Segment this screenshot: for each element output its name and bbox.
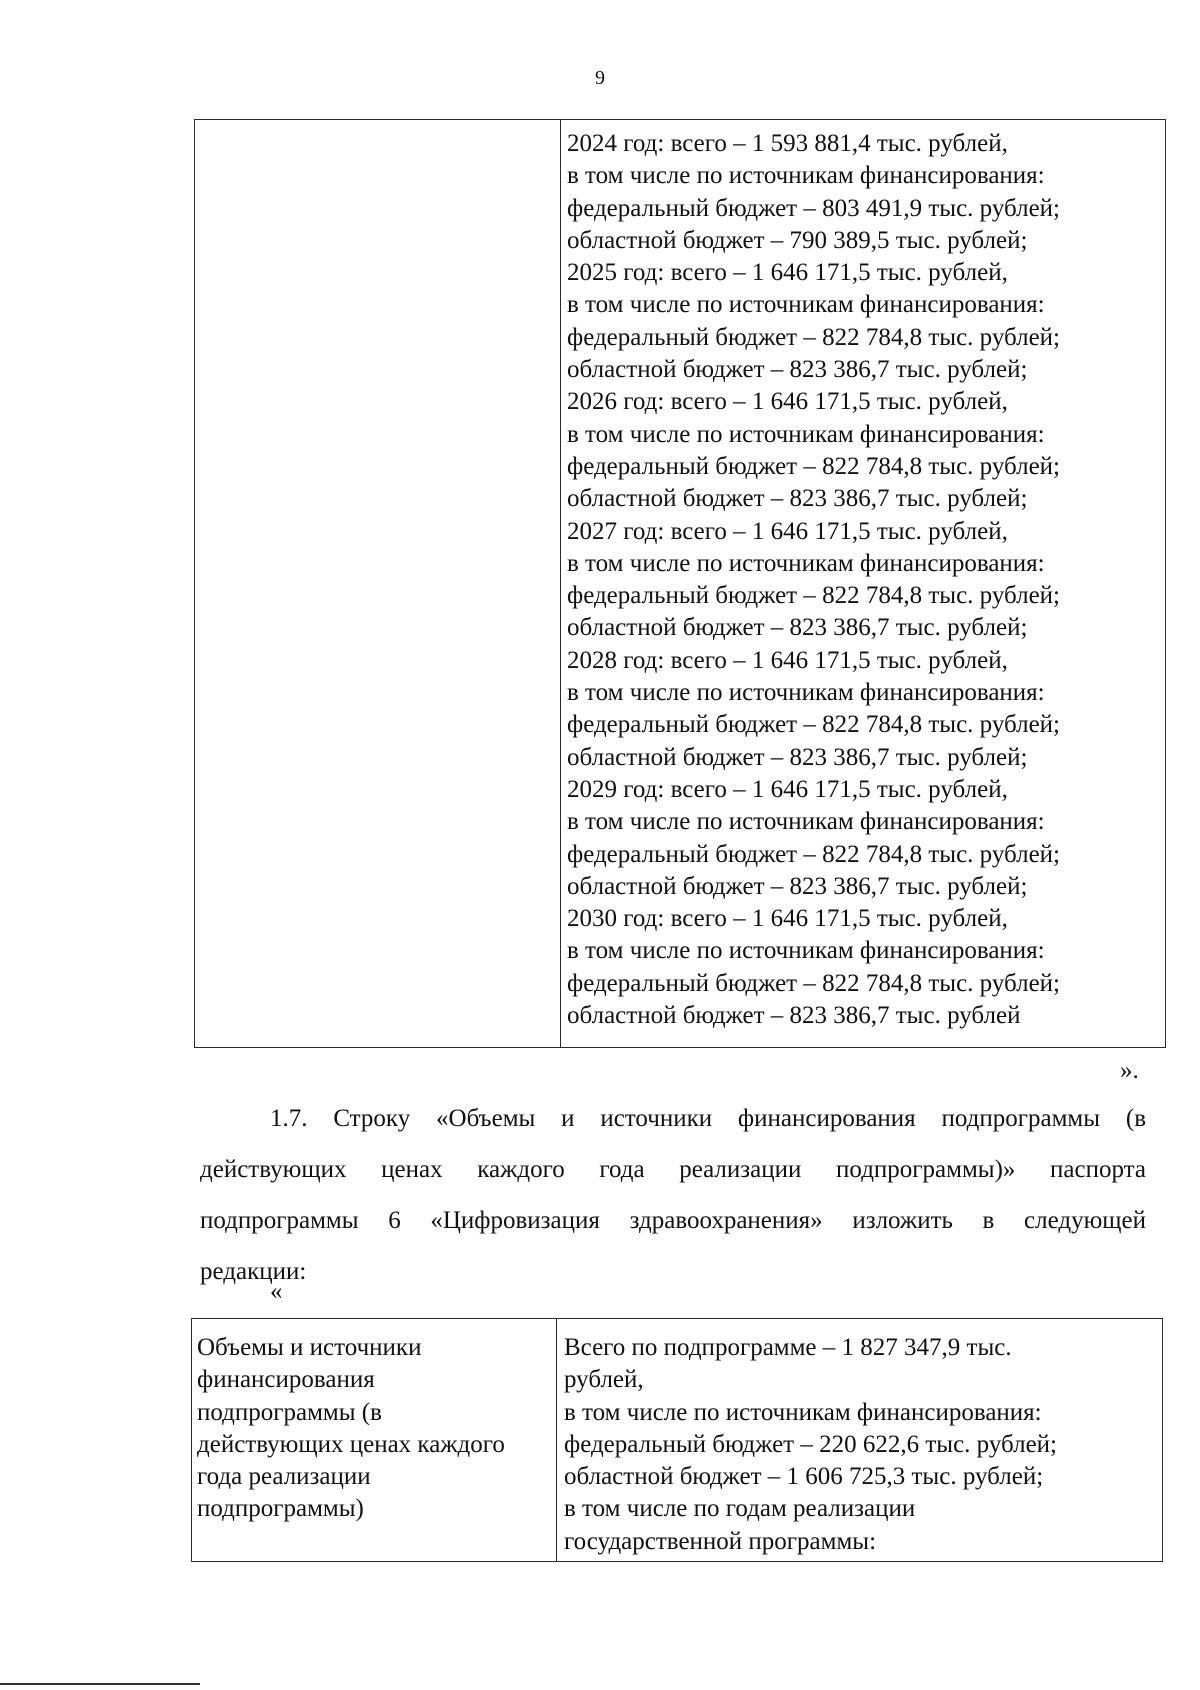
financing-table-continuation [194, 119, 1166, 1048]
table1-line: федеральный бюджет – 822 784,8 тыс. рублей; [567, 711, 1060, 739]
table1-line: в том числе по источникам финансирования: [567, 937, 1045, 965]
table1-line: областной бюджет – 790 389,5 тыс. рублей; [567, 226, 1028, 254]
table1-line: областной бюджет – 823 386,7 тыс. рублей; [567, 743, 1028, 771]
financing-table [191, 1318, 1163, 1562]
table1-line: федеральный бюджет – 822 784,8 тыс. рублей; [567, 582, 1060, 610]
table1-line: 2026 год: всего – 1 646 171,5 тыс. рублей, [567, 388, 1008, 416]
table2-left-line: действующих ценах каждого [197, 1430, 505, 1458]
table2-right-cell [564, 1332, 1154, 1558]
paragraph-line: редакции: [200, 1258, 307, 1285]
table1-line: 2024 год: всего – 1 593 881,4 тыс. рублей, [567, 130, 1008, 157]
table2-right-line: в том числе по источникам финансирования: [564, 1398, 1042, 1426]
table1-line: областной бюджет – 823 386,7 тыс. рублей; [567, 485, 1028, 513]
table1-line: федеральный бюджет – 822 784,8 тыс. рублей; [567, 840, 1060, 868]
paragraph-line: 1.7. Строку «Объемы и источники финансирования подпрограммы (в [270, 1105, 1146, 1132]
table1-line: 2030 год: всего – 1 646 171,5 тыс. рублей, [567, 905, 1008, 933]
table1-left-cell [195, 120, 561, 1047]
table2-right-line: областной бюджет – 1 606 725,3 тыс. рублей; [564, 1463, 1044, 1491]
table1-line: областной бюджет – 823 386,7 тыс. рублей [567, 1002, 1021, 1030]
table1-line: областной бюджет – 823 386,7 тыс. рублей; [567, 356, 1028, 384]
table2-left-line: года реализации [197, 1463, 371, 1491]
table1-line: областной бюджет – 823 386,7 тыс. рублей; [567, 614, 1028, 642]
page-number: 9 [595, 67, 605, 89]
table1-line: федеральный бюджет – 822 784,8 тыс. рублей; [567, 323, 1060, 351]
table2-left-line: подпрограммы) [197, 1495, 364, 1523]
table2-right-line: федеральный бюджет – 220 622,6 тыс. рублей; [564, 1430, 1057, 1458]
table1-line: в том числе по источникам финансирования: [567, 420, 1045, 448]
table1-line: в том числе по источникам финансирования: [567, 549, 1045, 577]
table1-line: в том числе по источникам финансирования: [567, 808, 1045, 836]
table1-line: 2029 год: всего – 1 646 171,5 тыс. рублей, [567, 775, 1008, 803]
amendment-paragraph [200, 1093, 1146, 1297]
table2-right-line: рублей, [564, 1366, 644, 1394]
table1-line: 2025 год: всего – 1 646 171,5 тыс. рублей, [567, 259, 1008, 287]
table2-left-line: подпрограммы (в [197, 1398, 382, 1426]
opening-quote: « [270, 1278, 283, 1305]
table1-line: федеральный бюджет – 803 491,9 тыс. рублей; [567, 194, 1060, 222]
table1-line: в том числе по источникам финансирования: [567, 291, 1045, 319]
footer-rule [0, 1683, 200, 1685]
table1-right-cell [567, 128, 1157, 1032]
table1-line: областной бюджет – 823 386,7 тыс. рублей; [567, 872, 1028, 900]
table1-line: в том числе по источникам финансирования: [567, 162, 1045, 190]
table2-right-line: государственной программы: [564, 1527, 877, 1555]
table2-right-line: в том числе по годам реализации [564, 1495, 916, 1523]
table2-right-line: Всего по подпрограмме – 1 827 347,9 тыс. [564, 1334, 1012, 1361]
table1-line: 2028 год: всего – 1 646 171,5 тыс. рублей, [567, 646, 1008, 674]
table1-line: федеральный бюджет – 822 784,8 тыс. рублей; [567, 969, 1060, 997]
table2-left-line: Объемы и источники [197, 1334, 422, 1361]
table2-left-line: финансирования [197, 1366, 375, 1394]
paragraph-line: подпрограммы 6 «Цифровизация здравоохранения» изложить в следующей [200, 1207, 1146, 1234]
table1-line: федеральный бюджет – 822 784,8 тыс. рублей; [567, 452, 1060, 480]
paragraph-line: действующих ценах каждого года реализации подпрограммы)» паспорта [200, 1156, 1146, 1183]
table2-left-cell [192, 1319, 557, 1561]
table1-line: в том числе по источникам финансирования: [567, 679, 1045, 707]
closing-quote: ». [1120, 1057, 1139, 1084]
table1-line: 2027 год: всего – 1 646 171,5 тыс. рублей, [567, 517, 1008, 545]
